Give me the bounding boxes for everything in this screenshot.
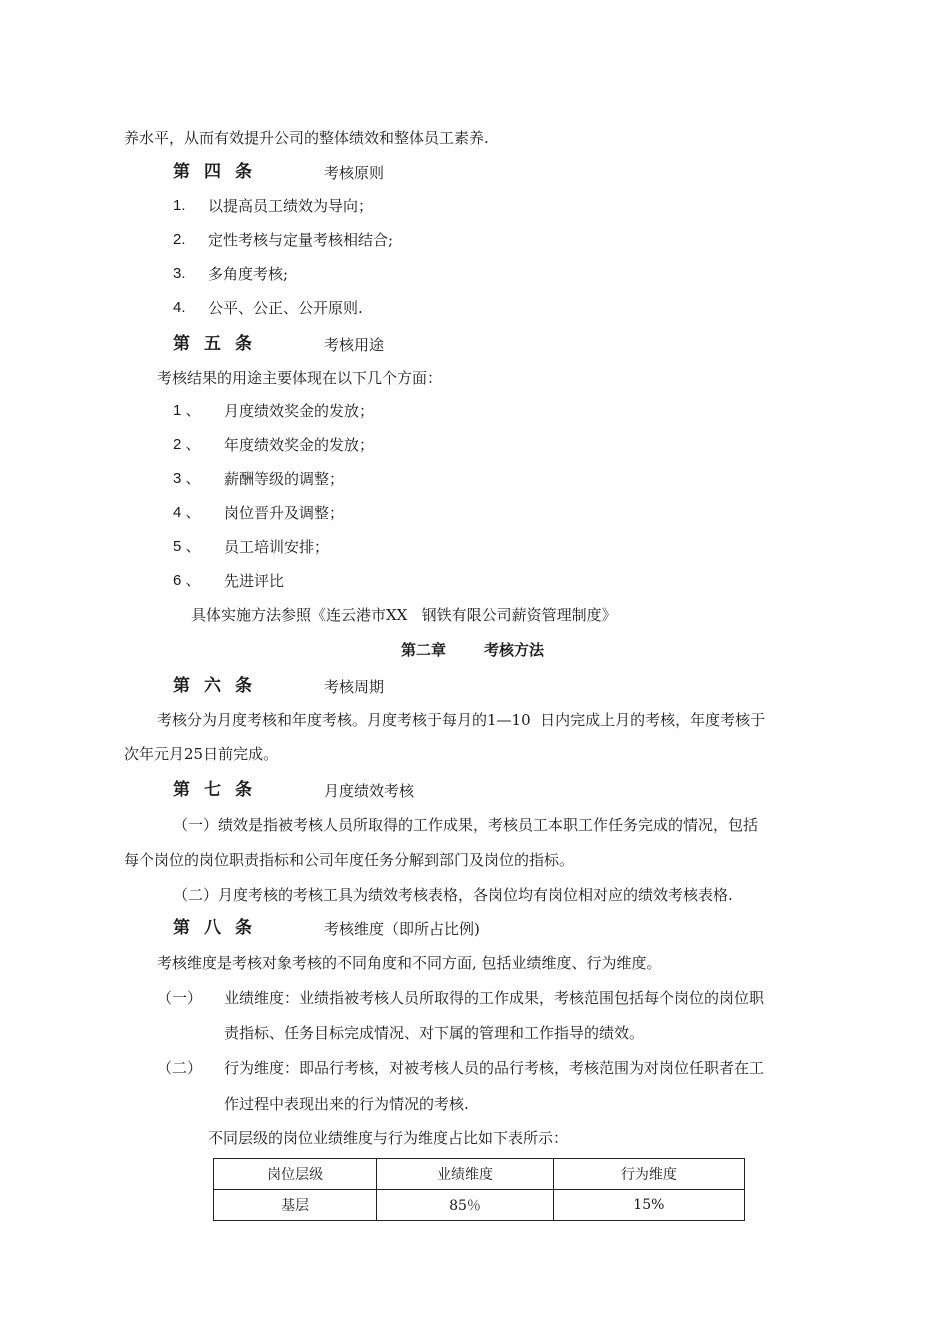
intro-tail: 养水平，从而有效提升公司的整体绩效和整体员工素养. (124, 129, 489, 147)
list-item-text: 年度绩效奖金的发放； (224, 436, 375, 454)
paragraph: 考核分为月度考核和年度考核。月度考核于每月的1—10 日内完成上月的考核，年度考核于 (157, 711, 766, 729)
chapter-title: 考核方法 (484, 641, 545, 659)
article-5-number: 第五条 (173, 334, 266, 354)
list-item-number: 4 、 (173, 504, 201, 521)
list-item-number: 1 、 (173, 402, 201, 419)
list-item-number: 1. (173, 197, 186, 214)
chapter-number: 第二章 (401, 641, 447, 659)
table-cell: 15% (553, 1190, 744, 1221)
list-item-number: 6 、 (173, 572, 201, 589)
item-marker: （一） (157, 989, 203, 1007)
article-8-title: 考核维度（即所占比例) (324, 920, 480, 938)
list-item-text: 定性考核与定量考核相结合; (208, 231, 394, 249)
list-item-text: 岗位晋升及调整； (224, 504, 345, 522)
list-item-number: 3. (173, 265, 186, 282)
article-8-number: 第八条 (173, 918, 266, 938)
list-item-text: 公平、公正、公开原则. (208, 299, 363, 317)
table-row (214, 1190, 745, 1221)
article-5-lead: 考核结果的用途主要体现在以下几个方面： (157, 369, 443, 387)
table-cell: 基层 (214, 1190, 377, 1221)
paragraph: 次年元月25日前完成。 (124, 745, 279, 763)
list-item-number: 2. (173, 231, 186, 248)
table-header-cell: 岗位层级 (214, 1159, 377, 1190)
item-marker: （二） (157, 1059, 203, 1077)
paragraph: （一）绩效是指被考核人员所取得的工作成果，考核员工本职工作任务完成的情况，包括 (173, 816, 759, 834)
paragraph: 每个岗位的岗位职责指标和公司年度任务分解到部门及岗位的指标。 (124, 851, 575, 869)
list-item-number: 4. (173, 299, 186, 316)
article-4-title: 考核原则 (324, 164, 385, 182)
table-intro: 不同层级的岗位业绩维度与行为维度占比如下表所示： (208, 1129, 569, 1147)
list-item-number: 5 、 (173, 538, 201, 555)
list-item-text: 员工培训安排； (224, 538, 330, 556)
article-6-title: 考核周期 (324, 678, 385, 696)
paragraph: 作过程中表现出来的行为情况的考核. (224, 1095, 469, 1113)
table-header-cell: 行为维度 (553, 1159, 744, 1190)
article-7-number: 第七条 (173, 780, 266, 800)
paragraph: 行为维度：即品行考核，对被考核人员的品行考核，考核范围为对岗位任职者在工 (224, 1059, 765, 1077)
list-item-text: 月度绩效奖金的发放； (224, 402, 375, 420)
article-5-title: 考核用途 (324, 336, 385, 354)
article-4-number: 第四条 (173, 162, 266, 182)
article-7-title: 月度绩效考核 (324, 782, 415, 800)
list-item-text: 多角度考核; (208, 265, 289, 283)
list-item-number: 2 、 (173, 436, 201, 453)
list-item-text: 以提高员工绩效为导向； (208, 197, 374, 215)
list-item-number: 3 、 (173, 470, 201, 487)
ratio-table (213, 1158, 745, 1221)
table-cell: 85％ (377, 1190, 553, 1221)
article-6-number: 第六条 (173, 676, 266, 696)
table-header-cell: 业绩维度 (377, 1159, 553, 1190)
list-item-text: 先进评比 (224, 572, 285, 590)
paragraph: （二）月度考核的考核工具为绩效考核表格，各岗位均有岗位相对应的绩效考核表格. (173, 886, 733, 904)
article-8-lead: 考核维度是考核对象考核的不同角度和不同方面, 包括业绩维度、行为维度。 (157, 954, 662, 972)
table-header-row (214, 1159, 745, 1190)
list-item-text: 薪酬等级的调整； (224, 470, 345, 488)
paragraph: 责指标、任务目标完成情况、对下属的管理和工作指导的绩效。 (224, 1024, 645, 1042)
paragraph: 业绩维度：业绩指被考核人员所取得的工作成果，考核范围包括每个岗位的岗位职 (224, 989, 765, 1007)
reference-line: 具体实施方法参照《连云港市XX 钢铁有限公司薪资管理制度》 (191, 606, 617, 624)
